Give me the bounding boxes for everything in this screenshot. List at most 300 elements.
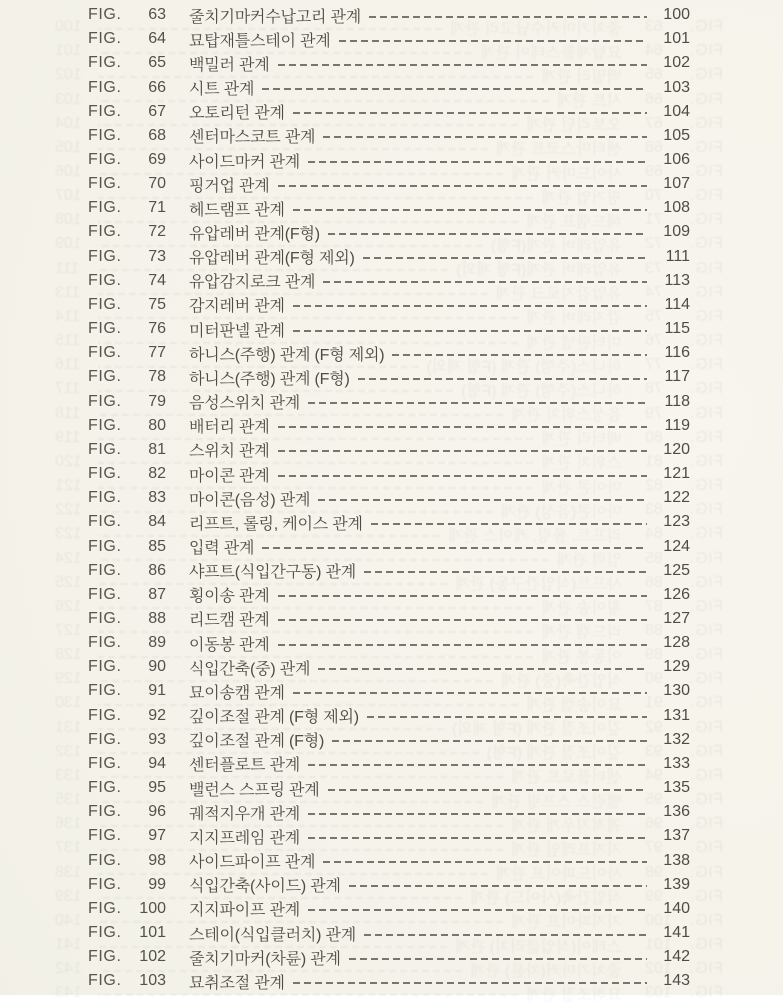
page-number: 131 [663,706,690,724]
dash-leader [262,88,647,90]
entry-title: 리드캠 관계 [541,624,622,642]
fig-label: FIG. [689,525,723,543]
page-number: 136 [55,815,82,833]
fig-number: 82 [148,465,166,483]
fig-label: FIG. [689,501,723,519]
fig-number: 80 [148,416,166,434]
page-number: 116 [55,356,81,374]
fig-number: 65 [148,54,166,72]
toc-row [88,704,690,728]
entry-title: 식입간축(중) 관계 [500,672,622,690]
entry-title: 유압레버 관계(F형 제외) [456,262,622,280]
page-number: 111 [55,259,80,277]
fig-label: FIG. [88,537,122,555]
entry-title: 감지레버 관계 [526,310,622,328]
page-number: 132 [663,730,690,748]
fig-label: FIG. [88,561,122,579]
page-number: 107 [55,187,82,205]
fig-label: FIG. [88,948,122,966]
fig-number: 88 [148,609,166,627]
entry-title: 묘취조절 관계 [526,986,622,1004]
toc-row [88,172,690,196]
fig-number: 95 [148,779,166,797]
dash-leader [262,547,647,549]
entry-title: 횡이송 관계 [541,600,622,618]
fig-label: FIG. [88,151,122,169]
fig-number: 96 [645,815,663,833]
page-number: 104 [55,114,82,132]
dash-leader [308,161,647,163]
page-number: 136 [663,803,690,821]
fig-label: FIG. [88,779,122,797]
fig-label: FIG. [88,851,122,869]
entry-title: 하니스(주행) 관계 (F형 제외) [426,358,622,376]
page-number: 100 [55,18,82,36]
fig-number: 77 [645,356,663,374]
entry-title: 시트 관계 [189,81,255,99]
fig-number: 76 [148,320,166,338]
fig-label: FIG. [689,380,723,398]
page-number: 128 [663,634,690,652]
entry-title: 오토리턴 관계 [526,117,622,135]
entry-title: 감지레버 관계 [189,298,285,316]
toc-row [88,414,690,438]
entry-title: 하니스(주행) 관계 (F형 제외) [189,346,385,364]
page-number: 122 [663,489,690,507]
fig-number: 90 [645,670,663,688]
toc-row [88,510,690,534]
toc-row [88,655,690,679]
fig-label: FIG. [689,646,723,664]
entry-title: 마이콘 관계 [189,467,270,485]
fig-label: FIG. [689,742,723,760]
fig-number: 96 [148,803,166,821]
page-number: 108 [55,211,82,229]
entry-title: 유압레버 관계(F형) [491,237,622,255]
entry-title: 횡이송 관계 [189,588,270,606]
fig-label: FIG. [88,489,122,507]
fig-label: FIG. [689,235,723,253]
fig-number: 94 [645,766,663,784]
fig-label: FIG. [88,295,122,313]
fig-number: 69 [645,163,663,181]
fig-number: 73 [645,259,663,277]
entry-title: 입력 관계 [189,540,255,558]
entry-title: 지지프레임 관계 [189,829,301,847]
entry-title: 스테이(식입클러치) 관계 [454,938,622,956]
fig-number: 80 [645,428,663,446]
fig-label: FIG. [689,694,723,712]
fig-number: 86 [148,561,166,579]
dash-leader [308,402,647,404]
fig-number: 91 [645,694,663,712]
page-number: 102 [663,54,690,72]
dash-leader [278,185,647,187]
page-number: 118 [55,404,81,422]
fig-number: 78 [645,380,663,398]
toc-row [88,51,690,75]
fig-label: FIG. [88,392,122,410]
entry-title: 리프트, 롤링, 케이스 관계 [189,515,363,533]
fig-number: 69 [148,151,166,169]
fig-label: FIG. [689,549,723,567]
fig-label: FIG. [88,271,122,289]
entry-title: 리드캠 관계 [189,612,270,630]
page-number: 132 [55,742,82,760]
fig-number: 82 [645,477,663,495]
fig-label: FIG. [689,984,723,1002]
page-number: 116 [664,344,690,362]
page-number: 125 [55,573,82,591]
page-number: 101 [55,42,82,60]
fig-label: FIG. [88,827,122,845]
fig-label: FIG. [689,597,723,615]
dash-leader [293,305,647,307]
fig-label: FIG. [689,766,723,784]
fig-number: 86 [645,573,663,591]
fig-number: 93 [645,742,663,760]
dash-leader [293,692,647,694]
page-number: 103 [55,90,82,108]
fig-number: 89 [148,634,166,652]
fig-label: FIG. [689,66,723,84]
entry-title: 유압감지로크 관계 [189,274,316,292]
fig-label: FIG. [88,465,122,483]
toc-row [88,148,690,172]
entry-title: 사이드파이프 관계 [189,854,316,872]
fig-label: FIG. [689,163,723,181]
toc-row [88,365,690,389]
page-number: 140 [663,899,690,917]
toc-row [88,293,690,317]
entry-title: 센터마스코트 관계 [495,141,622,159]
toc-row [88,124,690,148]
dash-leader [278,64,647,66]
fig-label: FIG. [88,513,122,531]
entry-title: 유압감지로크 관계 [495,286,622,304]
fig-number: 70 [148,175,166,193]
entry-title: 묘탑재틀스테이 관계 [189,32,331,50]
toc-row [88,873,690,897]
entry-title: 마이콘(음성) 관계 [189,491,311,509]
fig-number: 66 [645,90,663,108]
fig-label: FIG. [689,452,723,470]
fig-label: FIG. [88,199,122,217]
fig-label: FIG. [88,972,122,990]
toc-row [88,897,690,921]
entry-title: 스테이(식입클러치) 관계 [189,926,357,944]
entry-title: 배터리 관계 [541,431,622,449]
fig-label: FIG. [88,585,122,603]
fig-number: 92 [645,718,663,736]
page-number: 129 [55,670,82,688]
fig-label: FIG. [689,114,723,132]
entry-title: 스위치 관계 [189,443,270,461]
toc-row [88,269,690,293]
page-number: 138 [663,851,690,869]
entry-title: 깊이조절 관계 (F형 제외) [189,709,359,727]
fig-number: 79 [645,404,663,422]
fig-label: FIG. [88,247,122,265]
dash-leader [293,112,647,114]
toc-row [88,969,690,993]
entry-title: 식입간축(사이드) 관계 [189,878,341,896]
fig-label: FIG. [88,440,122,458]
fig-label: FIG. [689,718,723,736]
toc-row [88,245,690,269]
fig-number: 84 [645,525,663,543]
toc-row [88,390,690,414]
entry-title: 스위치 관계 [541,455,622,473]
dash-leader [392,354,647,356]
page-number: 133 [55,766,82,784]
toc-row [88,945,690,969]
fig-label: FIG. [88,924,122,942]
fig-label: FIG. [689,815,723,833]
fig-label: FIG. [689,18,723,36]
toc-row [88,3,690,27]
dash-leader [278,426,647,428]
entry-title: 마이콘 관계 [541,479,622,497]
entry-title: 깊이조절 관계 (F형 제외) [452,721,622,739]
dash-leader [332,740,647,742]
fig-label: FIG. [88,368,122,386]
page-number: 126 [55,597,82,615]
fig-number: 77 [148,344,166,362]
toc-row [88,534,690,558]
entry-title: 배터리 관계 [189,419,270,437]
fig-number: 101 [645,936,672,954]
entry-title: 샤프트(식입간구동) 관계 [189,564,357,582]
dash-leader [98,994,518,996]
fig-number: 63 [645,18,663,36]
page-number: 141 [663,924,690,942]
page-number: 143 [55,984,82,1002]
entry-title: 궤적지우개 관계 [510,817,622,835]
fig-label: FIG. [689,428,723,446]
fig-number: 101 [139,924,166,942]
fig-number: 102 [645,960,672,978]
fig-label: FIG. [88,102,122,120]
fig-label: FIG. [689,936,723,954]
figure-list [88,3,690,993]
fig-number: 90 [148,658,166,676]
fig-label: FIG. [88,899,122,917]
toc-row [88,728,690,752]
fig-number: 103 [645,984,672,1002]
dash-leader [371,523,647,525]
entry-title: 사이드파이프 관계 [495,866,622,884]
page-number: 130 [663,682,690,700]
dash-leader [308,837,647,839]
fig-number: 65 [645,66,663,84]
fig-label: FIG. [689,839,723,857]
entry-title: 이동봉 관계 [541,648,622,666]
page-number: 123 [663,513,690,531]
entry-title: 사이드마커 관계 [189,153,301,171]
entry-title: 줄치기마커수납고리 관계 [449,20,622,38]
entry-title: 센터마스코트 관계 [189,129,316,147]
dash-leader [328,789,647,791]
dash-leader [339,40,647,42]
page-number: 105 [55,138,82,156]
entry-title: 식입간축(사이드) 관계 [470,890,622,908]
page-number: 137 [663,827,690,845]
fig-label: FIG. [689,960,723,978]
dash-leader [323,136,647,138]
fig-number: 67 [645,114,663,132]
page-number: 125 [663,561,690,579]
fig-number: 72 [148,223,166,241]
fig-number: 81 [148,440,166,458]
fig-label: FIG. [689,259,723,277]
fig-number: 79 [148,392,166,410]
entry-title: 식입간축(중) 관계 [189,660,311,678]
fig-label: FIG. [689,670,723,688]
toc-row [88,462,690,486]
page-number: 121 [663,465,690,483]
entry-title: 줄치기마커(차륜) 관계 [189,950,341,968]
toc-row [88,921,690,945]
entry-title: 핑거업 관계 [541,189,622,207]
toc-row [88,824,690,848]
toc-row [88,776,690,800]
entry-title: 센터플로트 관계 [189,757,301,775]
page-number: 126 [663,585,690,603]
fig-number: 98 [148,851,166,869]
dash-leader [367,716,647,718]
page-number: 117 [664,368,690,386]
fig-label: FIG. [88,344,122,362]
entry-title: 입력 관계 [556,552,622,570]
fig-number: 68 [645,138,663,156]
entry-title: 밸런스 스프링 관계 [491,793,622,811]
fig-number: 95 [645,791,663,809]
entry-title: 지지파이프 관계 [510,914,622,932]
page-number: 121 [55,477,82,495]
page-number: 119 [55,428,81,446]
fig-label: FIG. [88,634,122,652]
fig-label: FIG. [88,875,122,893]
fig-label: FIG. [689,42,723,60]
toc-row [88,679,690,703]
fig-number: 103 [139,972,166,990]
fig-number: 97 [148,827,166,845]
fig-label: FIG. [88,706,122,724]
fig-number: 70 [645,187,663,205]
page-number: 127 [663,609,690,627]
dash-leader [364,934,647,936]
page-number: 120 [55,452,82,470]
page-number: 139 [55,887,82,905]
entry-title: 궤적지우개 관계 [189,805,301,823]
fig-number: 97 [645,839,663,857]
fig-label: FIG. [88,416,122,434]
fig-number: 81 [645,452,663,470]
dash-leader [323,861,647,863]
fig-number: 71 [148,199,166,217]
entry-title: 헤드램프 관계 [526,213,622,231]
page-number: 135 [55,791,82,809]
entry-title: 하니스(주행) 관계 (F형) [189,370,350,388]
dash-leader [323,281,647,283]
fig-label: FIG. [689,911,723,929]
fig-label: FIG. [689,187,723,205]
fig-label: FIG. [88,682,122,700]
page-number: 113 [55,283,81,301]
fig-label: FIG. [689,573,723,591]
toc-row [88,800,690,824]
page-number: 102 [55,66,82,84]
fig-number: 85 [645,549,663,567]
fig-number: 75 [645,307,663,325]
entry-title: 줄치기마커(차륜) 관계 [470,962,622,980]
fig-number: 91 [148,682,166,700]
fig-label: FIG. [689,477,723,495]
entry-title: 하니스(주행) 관계 (F형) [461,382,622,400]
page-number: 106 [663,151,690,169]
page-number: 122 [55,501,82,519]
page-number: 130 [55,694,82,712]
dash-leader [278,450,647,452]
fig-number: 63 [148,6,166,24]
dash-leader [278,475,647,477]
toc-row [88,75,690,99]
fig-number: 72 [645,235,663,253]
fig-label: FIG. [689,283,723,301]
entry-title: 센터플로트 관계 [510,769,622,787]
fig-label: FIG. [88,126,122,144]
dash-leader [278,595,647,597]
fig-number: 99 [645,887,663,905]
toc-row [88,486,690,510]
toc-row [88,220,690,244]
fig-label: FIG. [88,320,122,338]
page-number: 129 [663,658,690,676]
fig-label: FIG. [689,138,723,156]
page-number: 143 [663,972,690,990]
fig-label: FIG. [88,223,122,241]
toc-row [88,196,690,220]
fig-number: 88 [645,621,663,639]
fig-number: 73 [148,247,166,265]
fig-label: FIG. [88,658,122,676]
entry-title: 오토리턴 관계 [189,105,285,123]
dash-leader [308,909,647,911]
entry-title: 핑거업 관계 [189,177,270,195]
entry-title: 시트 관계 [556,93,622,111]
page-number: 138 [55,863,82,881]
page-number: 139 [663,875,690,893]
fig-label: FIG. [689,621,723,639]
fig-label: FIG. [689,887,723,905]
dash-leader [369,16,647,18]
entry-title: 깊이조절 관계 (F형) [486,745,622,763]
fig-label: FIG. [88,54,122,72]
toc-row [88,607,690,631]
dash-leader [363,257,647,259]
fig-number: 99 [148,875,166,893]
entry-title: 밸런스 스프링 관계 [189,781,320,799]
page-number: 142 [663,948,690,966]
dash-leader [358,378,647,380]
page-number: 120 [663,440,690,458]
page-number: 101 [663,30,690,48]
page-number: 135 [663,779,690,797]
dash-leader [328,233,647,235]
page-number: 103 [663,78,690,96]
toc-row [88,631,690,655]
